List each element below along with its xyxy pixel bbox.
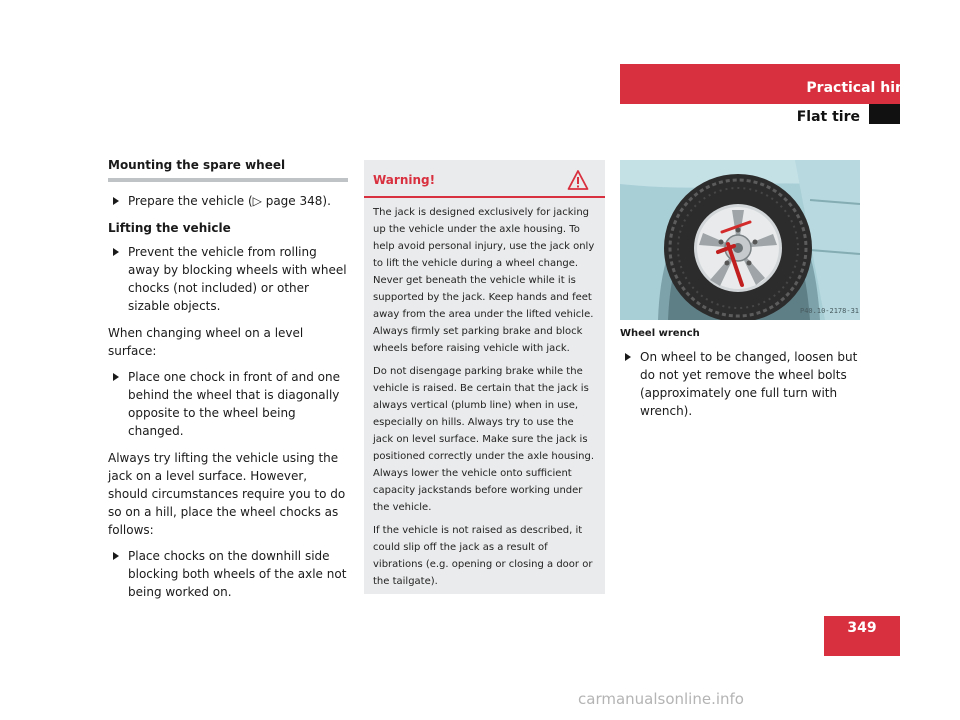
wheel-wrench-illustration: [620, 160, 860, 320]
watermark: carmanualsonline.info: [578, 690, 744, 708]
bullet-arrow-icon: [113, 197, 119, 205]
warning-paragraph: If the vehicle is not raised as described, it could slip off the jack as a result of vibrations (e.g. opening or closing a door or the tailgate).: [373, 525, 593, 587]
bullet-arrow-icon: [113, 373, 119, 381]
paragraph: Always try lifting the vehicle using the jack on a level surface. However, should circumstances require you to do so on a hill, place the wheel chocks as follows:: [108, 451, 346, 537]
instruction-step: Place one chock in front of and one behind the wheel that is diagonally opposite to the wheel being changed.: [108, 368, 348, 440]
figure-code: P40.10-2178-31: [800, 307, 860, 315]
warning-paragraph: Do not disengage parking brake while the vehicle is raised. Be certain that the jack is always vertical (plumb line) when in use, especially on hills. Always try to use the jack on level surface. Make sure the jack is positioned correctly under the axle housing. Always lower the vehicle onto sufficient capacity jackstands before working under the vehicle.: [373, 366, 595, 513]
heading-rule: [108, 178, 348, 182]
instruction-step: Prevent the vehicle from rolling away by blocking wheels with wheel chocks (not included) or other sizable objects.: [108, 243, 348, 315]
figure-caption: Wheel wrench: [620, 328, 700, 339]
section-heading: Mounting the spare wheel: [108, 158, 286, 172]
warning-paragraph: The jack is designed exclusively for jacking up the vehicle under the axle housing. To help avoid personal injury, use the jack only to lift the vehicle during a wheel change. Never get beneath the vehicle while it is supported by the jack. Keep hands and feet away from the area under the lifted vehicle. Always firmly set parking brake and block wheels before raising vehicle with jack.: [373, 207, 595, 354]
bullet-arrow-icon: [113, 248, 119, 256]
warning-body: [364, 198, 605, 590]
page-number: 349: [824, 616, 900, 656]
warning-box: [364, 160, 605, 594]
car-wheel-image: [620, 160, 860, 320]
paragraph: When changing wheel on a level surface:: [108, 326, 304, 358]
subheading-lifting: Lifting the vehicle: [108, 221, 231, 235]
bullet-arrow-icon: [113, 552, 119, 560]
section-title: Practical hints: [806, 80, 920, 96]
warning-header: [364, 160, 605, 198]
subsection-title: Flat tire: [796, 109, 860, 125]
warning-title: Warning!: [373, 173, 436, 187]
warning-triangle-icon: [567, 169, 589, 191]
bullet-arrow-icon: [625, 353, 631, 361]
header-marker: [869, 104, 900, 124]
instruction-step: On wheel to be changed, loosen but do not yet remove the wheel bolts (approximately one full turn with wrench).: [620, 348, 860, 420]
instruction-step: Prepare the vehicle (▷ page 348).: [108, 192, 348, 210]
left-column: [108, 156, 348, 610]
right-column: [620, 348, 860, 429]
instruction-step: Place chocks on the downhill side blocking both wheels of the axle not being worked on.: [108, 547, 348, 601]
